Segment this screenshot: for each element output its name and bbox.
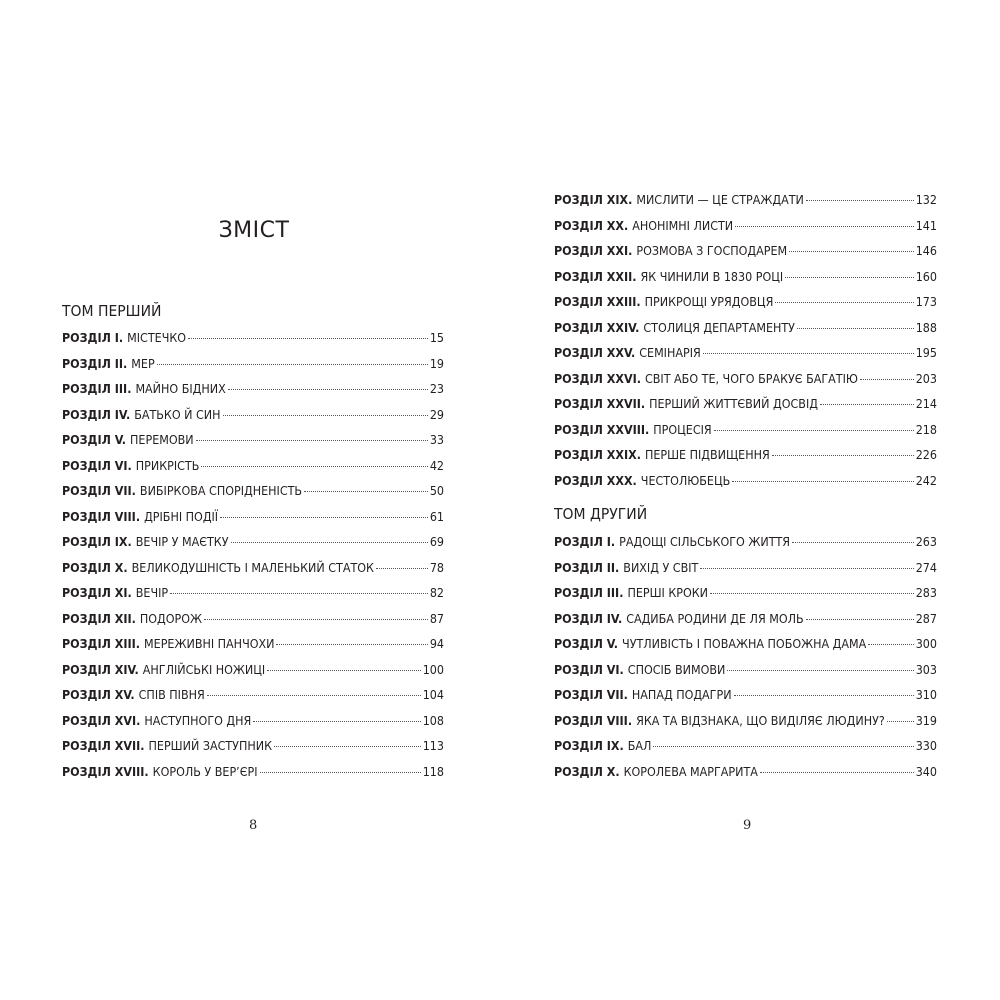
chapter-number: РОЗДІЛ VIII. xyxy=(554,712,633,728)
toc-entry xyxy=(62,685,444,711)
chapter-number: РОЗДІЛ XVII. xyxy=(62,738,145,753)
volume-1-continued-toc-list xyxy=(554,190,937,496)
toc-entry xyxy=(62,532,444,558)
chapter-title: ПОДОРОЖ xyxy=(139,610,203,626)
chapter-title: СВІТ АБО ТЕ, ЧОГО БРАКУЄ БАГАТІЮ xyxy=(644,370,858,386)
toc-entry xyxy=(554,685,937,711)
toc-entry xyxy=(554,558,937,584)
chapter-page-number: 283 xyxy=(915,585,937,600)
chapter-number: РОЗДІЛ I. xyxy=(554,534,616,549)
dot-leader xyxy=(860,379,914,380)
chapter-number: РОЗДІЛ XXI. xyxy=(554,243,633,258)
dot-leader xyxy=(260,772,421,773)
chapter-title: КОРОЛЕВА МАРГАРИТА xyxy=(623,763,758,779)
chapter-page-number: 23 xyxy=(429,381,444,396)
chapter-title: РОЗМОВА З ГОСПОДАРЕМ xyxy=(636,243,788,258)
chapter-title: ПЕРШЕ ПІДВИЩЕННЯ xyxy=(644,447,770,462)
dot-leader xyxy=(710,593,914,594)
chapter-number: РОЗДІЛ VI. xyxy=(554,661,624,677)
chapter-page-number: 173 xyxy=(915,294,937,309)
volume-1-toc-list xyxy=(62,328,444,787)
chapter-number: РОЗДІЛ IX. xyxy=(554,738,624,753)
chapter-number: РОЗДІЛ X. xyxy=(554,763,620,779)
volume-2-toc-list xyxy=(554,532,937,787)
chapter-title: ПРИКРІСТЬ xyxy=(135,457,200,473)
dot-leader xyxy=(220,517,428,518)
chapter-page-number: 310 xyxy=(915,687,937,702)
chapter-page-number: 42 xyxy=(429,457,444,473)
chapter-title: МИСЛИТИ — ЦЕ СТРАЖДАТИ xyxy=(636,192,804,207)
chapter-page-number: 340 xyxy=(915,763,937,779)
chapter-page-number: 146 xyxy=(915,243,937,258)
chapter-page-number: 263 xyxy=(915,534,937,549)
dot-leader xyxy=(376,568,428,569)
chapter-number: РОЗДІЛ V. xyxy=(554,636,619,651)
toc-entry xyxy=(62,507,444,533)
dot-leader xyxy=(157,364,428,365)
chapter-page-number: 19 xyxy=(429,355,444,371)
chapter-title: ВИБІРКОВА СПОРІДНЕНІСТЬ xyxy=(139,483,303,498)
dot-leader xyxy=(887,721,914,722)
toc-entry xyxy=(554,394,937,420)
chapter-title: МЕРЕЖИВНІ ПАНЧОХИ xyxy=(144,636,275,651)
dot-leader xyxy=(267,670,421,671)
chapter-title: ПРОЦЕСІЯ xyxy=(653,421,712,437)
dot-leader xyxy=(760,772,914,773)
chapter-title: НАСТУПНОГО ДНЯ xyxy=(144,712,252,728)
chapter-page-number: 160 xyxy=(915,268,937,284)
toc-entry xyxy=(554,736,937,762)
dot-leader xyxy=(276,644,427,645)
dot-leader xyxy=(868,644,913,645)
chapter-title: СТОЛИЦЯ ДЕПАРТАМЕНТУ xyxy=(643,319,795,335)
chapter-number: РОЗДІЛ III. xyxy=(62,381,132,396)
chapter-title: ПЕРШИЙ ЖИТТЄВИЙ ДОСВІД xyxy=(649,396,818,411)
chapter-title: МАЙНО БІДНИХ xyxy=(135,381,226,396)
dot-leader xyxy=(223,415,428,416)
chapter-title: СПОСІБ ВИМОВИ xyxy=(627,661,726,677)
toc-entry xyxy=(62,379,444,405)
chapter-title: САДИБА РОДИНИ ДЕ ЛЯ МОЛЬ xyxy=(626,610,804,626)
volume-2-title: ТОМ ДРУГИЙ xyxy=(554,505,648,523)
toc-entry xyxy=(554,343,937,369)
chapter-page-number: 29 xyxy=(429,406,444,422)
chapter-number: РОЗДІЛ XV. xyxy=(62,687,135,702)
chapter-number: РОЗДІЛ VI. xyxy=(62,457,132,473)
chapter-page-number: 141 xyxy=(915,217,937,233)
chapter-number: РОЗДІЛ XXIX. xyxy=(554,447,641,462)
dot-leader xyxy=(253,721,420,722)
toc-entry xyxy=(554,583,937,609)
chapter-page-number: 78 xyxy=(429,559,444,575)
chapter-number: РОЗДІЛ XI. xyxy=(62,585,132,600)
dot-leader xyxy=(732,481,913,482)
chapter-page-number: 100 xyxy=(422,661,444,677)
chapter-title: СПІВ ПІВНЯ xyxy=(138,687,205,702)
chapter-page-number: 214 xyxy=(915,396,937,411)
toc-entry xyxy=(62,762,444,788)
chapter-title: НАПАД ПОДАГРИ xyxy=(631,687,732,702)
toc-entry xyxy=(554,762,937,788)
toc-entry xyxy=(62,481,444,507)
toc-entry xyxy=(554,660,937,686)
chapter-page-number: 218 xyxy=(915,421,937,437)
dot-leader xyxy=(170,593,428,594)
chapter-page-number: 108 xyxy=(422,712,444,728)
chapter-title: МЕР xyxy=(131,355,155,371)
toc-entry xyxy=(554,445,937,471)
toc-entry xyxy=(554,267,937,293)
toc-entry xyxy=(62,660,444,686)
chapter-number: РОЗДІЛ XX. xyxy=(554,217,629,233)
page-number-right: 9 xyxy=(743,818,752,833)
chapter-title: БАЛ xyxy=(627,738,652,753)
chapter-number: РОЗДІЛ XXIII. xyxy=(554,294,641,309)
dot-leader xyxy=(727,670,913,671)
chapter-page-number: 50 xyxy=(429,483,444,498)
toc-title: ЗМІСТ xyxy=(218,218,290,243)
toc-entry xyxy=(554,609,937,635)
chapter-page-number: 15 xyxy=(429,330,444,345)
dot-leader xyxy=(734,695,914,696)
toc-entry xyxy=(554,369,937,395)
chapter-number: РОЗДІЛ XIX. xyxy=(554,192,633,207)
dot-leader xyxy=(204,619,428,620)
dot-leader xyxy=(797,328,914,329)
chapter-page-number: 287 xyxy=(915,610,937,626)
chapter-number: РОЗДІЛ I. xyxy=(62,330,124,345)
chapter-number: РОЗДІЛ X. xyxy=(62,559,128,575)
chapter-number: РОЗДІЛ IX. xyxy=(62,534,132,549)
chapter-title: ВЕЧІР xyxy=(135,585,169,600)
page-number-left: 8 xyxy=(249,818,258,833)
toc-entry xyxy=(62,609,444,635)
dot-leader xyxy=(806,619,914,620)
chapter-page-number: 33 xyxy=(429,432,444,447)
chapter-title: ВЕЛИКОДУШНІСТЬ І МАЛЕНЬКИЙ СТАТОК xyxy=(131,559,374,575)
chapter-title: КОРОЛЬ У ВЕР’ЄРІ xyxy=(152,763,258,779)
dot-leader xyxy=(785,277,914,278)
dot-leader xyxy=(772,455,914,456)
chapter-page-number: 242 xyxy=(915,472,937,488)
chapter-title: ЯКА ТА ВІДЗНАКА, ЩО ВИДІЛЯЄ ЛЮДИНУ? xyxy=(636,712,885,728)
toc-entry xyxy=(62,711,444,737)
chapter-number: РОЗДІЛ XVI. xyxy=(62,712,141,728)
chapter-number: РОЗДІЛ III. xyxy=(554,585,624,600)
chapter-page-number: 61 xyxy=(429,508,444,524)
dot-leader xyxy=(196,440,428,441)
chapter-number: РОЗДІЛ VIII. xyxy=(62,508,141,524)
chapter-page-number: 118 xyxy=(422,763,444,779)
chapter-page-number: 300 xyxy=(915,636,937,651)
dot-leader xyxy=(231,542,428,543)
chapter-page-number: 303 xyxy=(915,661,937,677)
chapter-number: РОЗДІЛ XXV. xyxy=(554,345,636,360)
chapter-title: БАТЬКО Й СИН xyxy=(134,406,221,422)
chapter-page-number: 87 xyxy=(429,610,444,626)
chapter-page-number: 94 xyxy=(429,636,444,651)
toc-entry xyxy=(62,736,444,762)
toc-entry xyxy=(554,471,937,497)
chapter-page-number: 195 xyxy=(915,345,937,360)
chapter-page-number: 274 xyxy=(915,559,937,575)
chapter-title: СЕМІНАРІЯ xyxy=(639,345,701,360)
chapter-number: РОЗДІЛ XXIV. xyxy=(554,319,640,335)
chapter-title: ЧУТЛИВІСТЬ І ПОВАЖНА ПОБОЖНА ДАМА xyxy=(622,636,867,651)
chapter-title: ВЕЧІР У МАЄТКУ xyxy=(135,534,229,549)
chapter-page-number: 319 xyxy=(915,712,937,728)
toc-entry xyxy=(554,634,937,660)
volume-1-title: ТОМ ПЕРШИЙ xyxy=(62,302,162,320)
dot-leader xyxy=(228,389,428,390)
toc-entry xyxy=(62,634,444,660)
toc-entry xyxy=(554,420,937,446)
chapter-title: МІСТЕЧКО xyxy=(127,330,187,345)
chapter-page-number: 203 xyxy=(915,370,937,386)
chapter-page-number: 104 xyxy=(422,687,444,702)
chapter-page-number: 82 xyxy=(429,585,444,600)
chapter-number: РОЗДІЛ XXVI. xyxy=(554,370,641,386)
chapter-page-number: 188 xyxy=(915,319,937,335)
chapter-title: ЧЕСТОЛЮБЕЦЬ xyxy=(640,472,731,488)
chapter-number: РОЗДІЛ XIV. xyxy=(62,661,139,677)
dot-leader xyxy=(274,746,421,747)
dot-leader xyxy=(792,542,914,543)
chapter-number: РОЗДІЛ II. xyxy=(554,559,620,575)
chapter-title: ЯК ЧИНИЛИ В 1830 РОЦІ xyxy=(640,268,784,284)
toc-entry xyxy=(554,318,937,344)
chapter-number: РОЗДІЛ XIII. xyxy=(62,636,141,651)
toc-entry xyxy=(554,216,937,242)
chapter-number: РОЗДІЛ VII. xyxy=(554,687,628,702)
chapter-page-number: 226 xyxy=(915,447,937,462)
chapter-page-number: 113 xyxy=(422,738,444,753)
toc-entry xyxy=(62,456,444,482)
dot-leader xyxy=(703,353,914,354)
toc-entry xyxy=(62,328,444,354)
chapter-number: РОЗДІЛ XII. xyxy=(62,610,136,626)
toc-entry xyxy=(62,430,444,456)
dot-leader xyxy=(201,466,427,467)
chapter-page-number: 330 xyxy=(915,738,937,753)
toc-entry xyxy=(62,583,444,609)
toc-entry xyxy=(554,532,937,558)
chapter-title: ВИХІД У СВІТ xyxy=(623,559,699,575)
chapter-number: РОЗДІЛ V. xyxy=(62,432,127,447)
dot-leader xyxy=(820,404,914,405)
chapter-title: АНГЛІЙСЬКІ НОЖИЦІ xyxy=(142,661,266,677)
dot-leader xyxy=(735,226,914,227)
chapter-page-number: 69 xyxy=(429,534,444,549)
dot-leader xyxy=(700,568,913,569)
toc-entry xyxy=(554,292,937,318)
dot-leader xyxy=(653,746,913,747)
toc-entry xyxy=(554,241,937,267)
dot-leader xyxy=(188,338,428,339)
chapter-page-number: 132 xyxy=(915,192,937,207)
chapter-title: ПРИКРОЩІ УРЯДОВЦЯ xyxy=(644,294,774,309)
chapter-title: ПЕРШИЙ ЗАСТУПНИК xyxy=(148,738,272,753)
chapter-number: РОЗДІЛ XXVIII. xyxy=(554,421,650,437)
toc-entry xyxy=(62,405,444,431)
dot-leader xyxy=(789,251,914,252)
chapter-title: ПЕРЕМОВИ xyxy=(130,432,194,447)
right-page xyxy=(500,0,1000,1000)
toc-entry xyxy=(62,558,444,584)
dot-leader xyxy=(775,302,913,303)
chapter-number: РОЗДІЛ XVIII. xyxy=(62,763,149,779)
toc-entry xyxy=(62,354,444,380)
chapter-number: РОЗДІЛ XXVII. xyxy=(554,396,646,411)
chapter-number: РОЗДІЛ XXII. xyxy=(554,268,637,284)
chapter-number: РОЗДІЛ IV. xyxy=(62,406,131,422)
chapter-number: РОЗДІЛ IV. xyxy=(554,610,623,626)
chapter-title: АНОНІМНІ ЛИСТИ xyxy=(632,217,734,233)
chapter-title: ДРІБНІ ПОДІЇ xyxy=(144,508,219,524)
dot-leader xyxy=(207,695,421,696)
chapter-number: РОЗДІЛ II. xyxy=(62,355,128,371)
dot-leader xyxy=(714,430,914,431)
chapter-number: РОЗДІЛ VII. xyxy=(62,483,136,498)
toc-entry xyxy=(554,190,937,216)
chapter-title: ПЕРШІ КРОКИ xyxy=(627,585,708,600)
dot-leader xyxy=(304,491,428,492)
toc-entry xyxy=(554,711,937,737)
chapter-number: РОЗДІЛ XXX. xyxy=(554,472,637,488)
dot-leader xyxy=(806,200,914,201)
chapter-title: РАДОЩІ СІЛЬСЬКОГО ЖИТТЯ xyxy=(619,534,791,549)
